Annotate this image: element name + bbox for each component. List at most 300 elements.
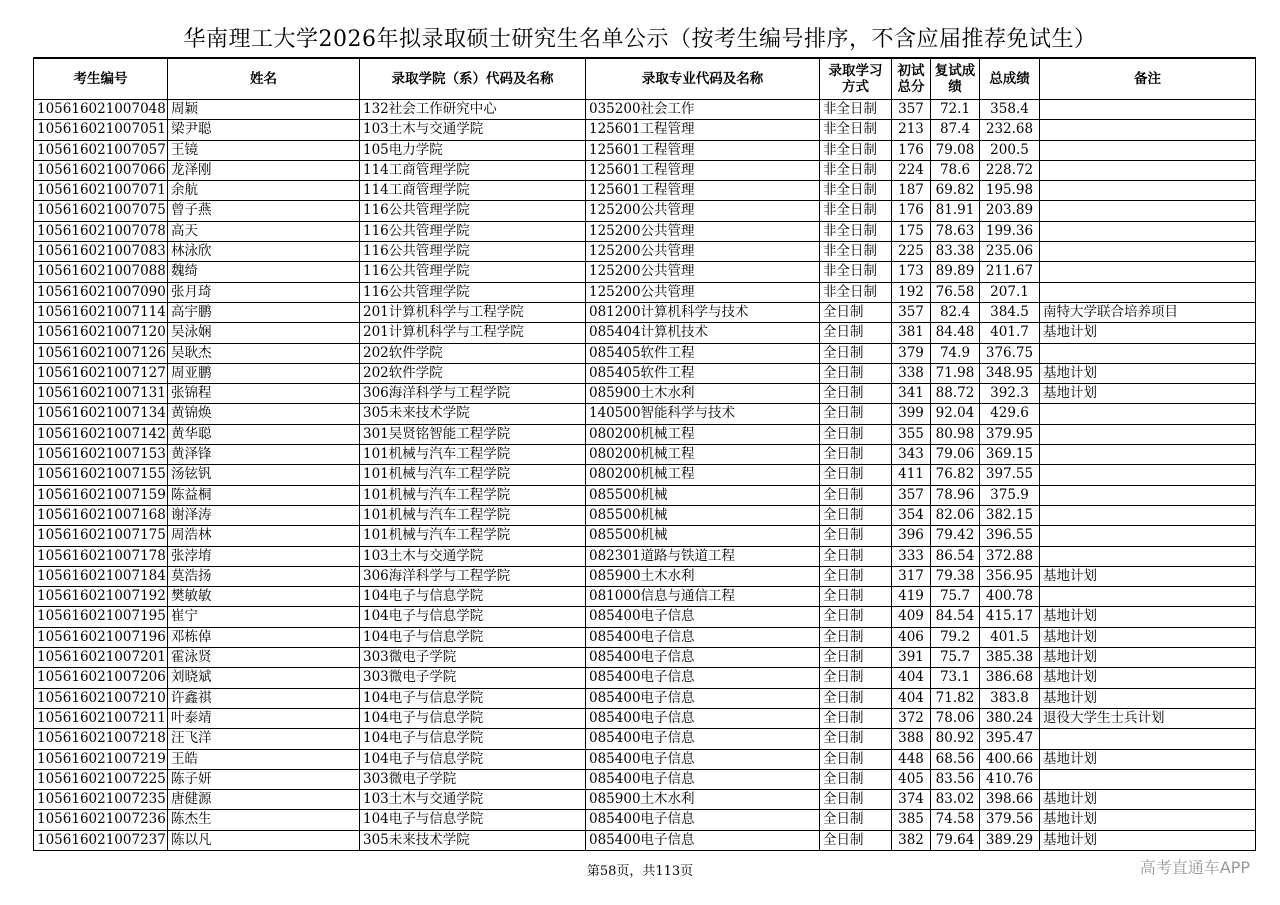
table-cell: 全日制 [820, 424, 892, 444]
table-cell: 386.68 [980, 668, 1040, 688]
table-cell: 085400电子信息 [586, 830, 820, 850]
table-cell: 全日制 [820, 587, 892, 607]
table-cell: 基地计划 [1040, 810, 1256, 830]
table-cell: 全日制 [820, 648, 892, 668]
table-cell: 202软件学院 [360, 363, 586, 383]
table-cell: 105616021007196 [34, 627, 168, 647]
table-cell [1040, 242, 1256, 262]
table-cell: 谢泽涛 [168, 505, 360, 525]
table-cell: 200.5 [980, 140, 1040, 160]
table-cell: 全日制 [820, 546, 892, 566]
table-cell: 非全日制 [820, 100, 892, 120]
table-cell: 105616021007075 [34, 201, 168, 221]
table-cell: 78.06 [931, 708, 980, 728]
table-cell: 357 [892, 485, 931, 505]
table-cell: 105616021007195 [34, 607, 168, 627]
table-cell: 105616021007219 [34, 749, 168, 769]
table-cell: 085500机械 [586, 485, 820, 505]
table-cell: 104电子与信息学院 [360, 749, 586, 769]
table-row [34, 485, 1256, 505]
table-cell: 305未来技术学院 [360, 830, 586, 850]
table-cell: 085400电子信息 [586, 668, 820, 688]
table-cell: 114工商管理学院 [360, 181, 586, 201]
table-cell: 081200计算机科学与技术 [586, 302, 820, 322]
table-cell: 085400电子信息 [586, 607, 820, 627]
table-cell: 306海洋科学与工程学院 [360, 384, 586, 404]
table-cell: 非全日制 [820, 181, 892, 201]
table-cell: 213 [892, 120, 931, 140]
table-cell: 399 [892, 404, 931, 424]
table-cell: 105616021007211 [34, 708, 168, 728]
table-cell: 116公共管理学院 [360, 221, 586, 241]
table-cell: 75.7 [931, 648, 980, 668]
table-cell: 79.64 [931, 830, 980, 850]
table-cell: 全日制 [820, 485, 892, 505]
table-cell: 395.47 [980, 729, 1040, 749]
table-cell: 085900土木水利 [586, 566, 820, 586]
table-cell: 101机械与汽车工程学院 [360, 485, 586, 505]
table-cell [1040, 769, 1256, 789]
table-cell: 125601工程管理 [586, 160, 820, 180]
table-cell: 303微电子学院 [360, 668, 586, 688]
table-cell: 341 [892, 384, 931, 404]
table-cell [1040, 485, 1256, 505]
table-row [34, 424, 1256, 444]
table-cell: 105616021007235 [34, 790, 168, 810]
table-cell: 张锦程 [168, 384, 360, 404]
header-cell: 复试成绩 [931, 58, 980, 100]
table-cell [1040, 262, 1256, 282]
table-cell: 吴泳娴 [168, 323, 360, 343]
table-cell: 105616021007083 [34, 242, 168, 262]
table-cell: 379.95 [980, 424, 1040, 444]
table-row [34, 242, 1256, 262]
table-cell: 132社会工作研究中心 [360, 100, 586, 120]
table-cell [1040, 181, 1256, 201]
table-cell: 退役大学生士兵计划 [1040, 708, 1256, 728]
table-cell: 75.7 [931, 587, 980, 607]
table-cell: 105616021007218 [34, 729, 168, 749]
table-cell: 78.63 [931, 221, 980, 241]
table-cell: 354 [892, 505, 931, 525]
table-row [34, 769, 1256, 789]
table-cell: 104电子与信息学院 [360, 607, 586, 627]
table-cell [1040, 282, 1256, 302]
table-cell: 105616021007201 [34, 648, 168, 668]
table-cell: 085404计算机技术 [586, 323, 820, 343]
header-cell: 姓名 [168, 58, 360, 100]
table-cell: 周浩林 [168, 526, 360, 546]
header-cell: 考生编号 [34, 58, 168, 100]
table-cell: 391 [892, 648, 931, 668]
table-cell: 116公共管理学院 [360, 282, 586, 302]
table-cell: 余航 [168, 181, 360, 201]
table-cell: 429.6 [980, 404, 1040, 424]
table-cell: 374 [892, 790, 931, 810]
table-cell: 358.4 [980, 100, 1040, 120]
table-cell: 338 [892, 363, 931, 383]
table-cell: 303微电子学院 [360, 648, 586, 668]
table-cell: 333 [892, 546, 931, 566]
table-body [34, 100, 1256, 851]
table-cell: 140500智能科学与技术 [586, 404, 820, 424]
table-cell: 68.56 [931, 749, 980, 769]
table-cell: 全日制 [820, 323, 892, 343]
table-cell: 曾子燕 [168, 201, 360, 221]
table-cell: 085500机械 [586, 505, 820, 525]
table-cell: 陈杰生 [168, 810, 360, 830]
table-cell: 全日制 [820, 790, 892, 810]
table-cell [1040, 201, 1256, 221]
table-cell: 79.38 [931, 566, 980, 586]
table-cell: 全日制 [820, 749, 892, 769]
table-cell: 381 [892, 323, 931, 343]
table-cell: 全日制 [820, 627, 892, 647]
table-header-row [34, 58, 1256, 100]
table-cell: 375.9 [980, 485, 1040, 505]
table-cell [1040, 160, 1256, 180]
table-cell: 全日制 [820, 302, 892, 322]
table-cell: 103土木与交通学院 [360, 790, 586, 810]
table-cell: 73.1 [931, 668, 980, 688]
table-cell: 79.42 [931, 526, 980, 546]
table-cell: 王皓 [168, 749, 360, 769]
table-cell: 基地计划 [1040, 688, 1256, 708]
table-cell: 114工商管理学院 [360, 160, 586, 180]
table-cell: 175 [892, 221, 931, 241]
table-cell: 202软件学院 [360, 343, 586, 363]
table-cell: 085400电子信息 [586, 769, 820, 789]
table-cell: 105616021007131 [34, 384, 168, 404]
table-cell: 372.88 [980, 546, 1040, 566]
table-cell: 80.92 [931, 729, 980, 749]
table-cell: 411 [892, 465, 931, 485]
table-cell: 69.82 [931, 181, 980, 201]
table-cell: 105616021007184 [34, 566, 168, 586]
table-cell: 085400电子信息 [586, 627, 820, 647]
table-row [34, 546, 1256, 566]
table-row [34, 688, 1256, 708]
table-cell: 黄锦焕 [168, 404, 360, 424]
table-row [34, 100, 1256, 120]
table-cell: 基地计划 [1040, 627, 1256, 647]
table-cell: 79.06 [931, 445, 980, 465]
table-cell: 基地计划 [1040, 384, 1256, 404]
table-row [34, 221, 1256, 241]
table-cell: 105616021007057 [34, 140, 168, 160]
table-row [34, 587, 1256, 607]
table-cell: 317 [892, 566, 931, 586]
table-cell: 叶泰靖 [168, 708, 360, 728]
table-cell: 343 [892, 445, 931, 465]
table-cell: 林泳欣 [168, 242, 360, 262]
table-cell: 081000信息与通信工程 [586, 587, 820, 607]
table-cell: 105616021007048 [34, 100, 168, 120]
table-cell: 80.98 [931, 424, 980, 444]
table-cell: 非全日制 [820, 242, 892, 262]
table-cell: 高宇鹏 [168, 302, 360, 322]
table-cell: 085400电子信息 [586, 708, 820, 728]
table-cell: 085400电子信息 [586, 688, 820, 708]
table-cell: 基地计划 [1040, 648, 1256, 668]
table-cell: 82.06 [931, 505, 980, 525]
table-row [34, 343, 1256, 363]
table-cell: 105616021007236 [34, 810, 168, 830]
table-cell: 全日制 [820, 465, 892, 485]
table-cell: 全日制 [820, 810, 892, 830]
table-cell [1040, 120, 1256, 140]
table-cell: 基地计划 [1040, 749, 1256, 769]
table-cell: 83.56 [931, 769, 980, 789]
table-cell: 非全日制 [820, 282, 892, 302]
table-cell: 125200公共管理 [586, 282, 820, 302]
table-cell: 380.24 [980, 708, 1040, 728]
table-cell: 404 [892, 668, 931, 688]
table-cell: 76.58 [931, 282, 980, 302]
table-cell: 83.38 [931, 242, 980, 262]
table-cell: 211.67 [980, 262, 1040, 282]
page-title: 华南理工大学2026年拟录取硕士研究生名单公示（按考生编号排序，不含应届推荐免试生） [183, 27, 1097, 52]
table-cell: 89.89 [931, 262, 980, 282]
table-cell: 225 [892, 242, 931, 262]
table-cell: 刘晓斌 [168, 668, 360, 688]
table-cell: 非全日制 [820, 221, 892, 241]
table-cell: 基地计划 [1040, 830, 1256, 850]
table-cell: 104电子与信息学院 [360, 708, 586, 728]
table-row [34, 262, 1256, 282]
table-cell: 392.3 [980, 384, 1040, 404]
table-row [34, 566, 1256, 586]
table-cell: 105616021007114 [34, 302, 168, 322]
page-number: 第58页，共113页 [586, 864, 694, 879]
table-cell: 125200公共管理 [586, 242, 820, 262]
table-cell: 105616021007168 [34, 505, 168, 525]
table-cell: 龙泽刚 [168, 160, 360, 180]
table-cell: 基地计划 [1040, 668, 1256, 688]
table-row [34, 627, 1256, 647]
table-cell [1040, 587, 1256, 607]
table-cell: 王镜 [168, 140, 360, 160]
table-cell: 376.75 [980, 343, 1040, 363]
table-cell: 369.15 [980, 445, 1040, 465]
table-cell: 87.4 [931, 120, 980, 140]
table-cell: 232.68 [980, 120, 1040, 140]
table-cell: 104电子与信息学院 [360, 729, 586, 749]
table-cell: 085400电子信息 [586, 648, 820, 668]
table-cell: 415.17 [980, 607, 1040, 627]
table-cell: 非全日制 [820, 201, 892, 221]
table-cell [1040, 221, 1256, 241]
table-cell: 84.48 [931, 323, 980, 343]
table-cell: 085400电子信息 [586, 810, 820, 830]
table-cell: 周颖 [168, 100, 360, 120]
table-cell: 379 [892, 343, 931, 363]
table-cell: 崔宁 [168, 607, 360, 627]
table-cell: 83.02 [931, 790, 980, 810]
table-cell: 372 [892, 708, 931, 728]
table-cell: 125200公共管理 [586, 221, 820, 241]
table-cell: 406 [892, 627, 931, 647]
table-row [34, 201, 1256, 221]
table-cell: 105电力学院 [360, 140, 586, 160]
table-cell: 301吴贤铭智能工程学院 [360, 424, 586, 444]
table-cell: 105616021007066 [34, 160, 168, 180]
table-cell: 79.2 [931, 627, 980, 647]
table-cell [1040, 424, 1256, 444]
table-cell: 105616021007090 [34, 282, 168, 302]
table-cell: 78.6 [931, 160, 980, 180]
table-cell: 176 [892, 201, 931, 221]
table-cell: 基地计划 [1040, 607, 1256, 627]
table-row [34, 181, 1256, 201]
table-cell: 樊敏敏 [168, 587, 360, 607]
table-cell: 125601工程管理 [586, 181, 820, 201]
table-cell: 101机械与汽车工程学院 [360, 526, 586, 546]
table-cell: 陈子妍 [168, 769, 360, 789]
table-cell: 非全日制 [820, 160, 892, 180]
table-cell: 非全日制 [820, 120, 892, 140]
table-row [34, 749, 1256, 769]
header-cell: 备注 [1040, 58, 1256, 100]
table-cell: 357 [892, 100, 931, 120]
table-cell: 非全日制 [820, 262, 892, 282]
table-cell: 79.08 [931, 140, 980, 160]
table-cell: 105616021007078 [34, 221, 168, 241]
table-cell [1040, 445, 1256, 465]
table-cell: 348.95 [980, 363, 1040, 383]
table-cell: 035200社会工作 [586, 100, 820, 120]
table-cell: 448 [892, 749, 931, 769]
table-cell: 汤铉钒 [168, 465, 360, 485]
table-cell: 125200公共管理 [586, 201, 820, 221]
table-cell: 105616021007142 [34, 424, 168, 444]
table-cell: 92.04 [931, 404, 980, 424]
table-cell: 085400电子信息 [586, 729, 820, 749]
table-cell: 125601工程管理 [586, 140, 820, 160]
table-row [34, 465, 1256, 485]
table-cell: 116公共管理学院 [360, 242, 586, 262]
table-cell: 105616021007155 [34, 465, 168, 485]
table-cell: 许鑫祺 [168, 688, 360, 708]
table-cell: 176 [892, 140, 931, 160]
table-cell: 101机械与汽车工程学院 [360, 465, 586, 485]
table-cell: 基地计划 [1040, 323, 1256, 343]
table-row [34, 729, 1256, 749]
table-cell: 201计算机科学与工程学院 [360, 323, 586, 343]
table-cell: 105616021007192 [34, 587, 168, 607]
table-row [34, 140, 1256, 160]
table-cell: 汪飞洋 [168, 729, 360, 749]
table-row [34, 607, 1256, 627]
table-cell [1040, 505, 1256, 525]
table-cell: 全日制 [820, 505, 892, 525]
table-cell: 南特大学联合培养项目 [1040, 302, 1256, 322]
table-cell [1040, 465, 1256, 485]
table-cell: 105616021007225 [34, 769, 168, 789]
table-cell: 195.98 [980, 181, 1040, 201]
table-cell: 陈益桐 [168, 485, 360, 505]
table-cell: 全日制 [820, 445, 892, 465]
table-cell: 396 [892, 526, 931, 546]
table-cell: 全日制 [820, 607, 892, 627]
table-cell: 101机械与汽车工程学院 [360, 445, 586, 465]
table-row [34, 648, 1256, 668]
table-cell: 404 [892, 688, 931, 708]
table-row [34, 505, 1256, 525]
table-row [34, 302, 1256, 322]
table-cell: 全日制 [820, 668, 892, 688]
table-cell: 全日制 [820, 384, 892, 404]
table-cell: 74.9 [931, 343, 980, 363]
table-cell: 199.36 [980, 221, 1040, 241]
table-cell: 非全日制 [820, 140, 892, 160]
header-cell: 初试总分 [892, 58, 931, 100]
table-row [34, 323, 1256, 343]
table-cell: 78.96 [931, 485, 980, 505]
table-row [34, 363, 1256, 383]
table-cell: 唐健源 [168, 790, 360, 810]
table-cell: 379.56 [980, 810, 1040, 830]
table-cell: 419 [892, 587, 931, 607]
table-cell: 陈以凡 [168, 830, 360, 850]
table-cell: 全日制 [820, 708, 892, 728]
table-cell: 385.38 [980, 648, 1040, 668]
table-cell: 085500机械 [586, 526, 820, 546]
table-cell: 105616021007071 [34, 181, 168, 201]
table-cell: 400.66 [980, 749, 1040, 769]
table-row [34, 668, 1256, 688]
table-row [34, 790, 1256, 810]
table-cell: 全日制 [820, 830, 892, 850]
table-cell: 魏绮 [168, 262, 360, 282]
table-cell: 409 [892, 607, 931, 627]
table-cell: 基地计划 [1040, 363, 1256, 383]
watermark: 高考直通车APP [1139, 858, 1250, 877]
table-cell: 76.82 [931, 465, 980, 485]
table-cell [1040, 729, 1256, 749]
table-cell: 105616021007178 [34, 546, 168, 566]
table-cell: 全日制 [820, 363, 892, 383]
table-cell: 105616021007153 [34, 445, 168, 465]
table-cell [1040, 100, 1256, 120]
table-cell: 霍泳贤 [168, 648, 360, 668]
table-cell: 邓栋倬 [168, 627, 360, 647]
table-cell [1040, 404, 1256, 424]
table-cell [1040, 546, 1256, 566]
table-cell: 84.54 [931, 607, 980, 627]
table-cell: 382.15 [980, 505, 1040, 525]
table-cell: 355 [892, 424, 931, 444]
table-cell: 全日制 [820, 729, 892, 749]
table-cell: 082301道路与铁道工程 [586, 546, 820, 566]
table-row [34, 404, 1256, 424]
header-cell: 总成绩 [980, 58, 1040, 100]
table-row [34, 830, 1256, 850]
table-cell: 116公共管理学院 [360, 201, 586, 221]
table-cell: 梁尹聪 [168, 120, 360, 140]
table-cell: 085400电子信息 [586, 749, 820, 769]
table-cell: 085405软件工程 [586, 343, 820, 363]
table-cell: 105616021007127 [34, 363, 168, 383]
table-cell: 383.8 [980, 688, 1040, 708]
table-row [34, 810, 1256, 830]
table-cell: 72.1 [931, 100, 980, 120]
table-cell: 71.82 [931, 688, 980, 708]
table-row [34, 160, 1256, 180]
table-cell: 228.72 [980, 160, 1040, 180]
table-cell: 173 [892, 262, 931, 282]
table-cell: 基地计划 [1040, 790, 1256, 810]
